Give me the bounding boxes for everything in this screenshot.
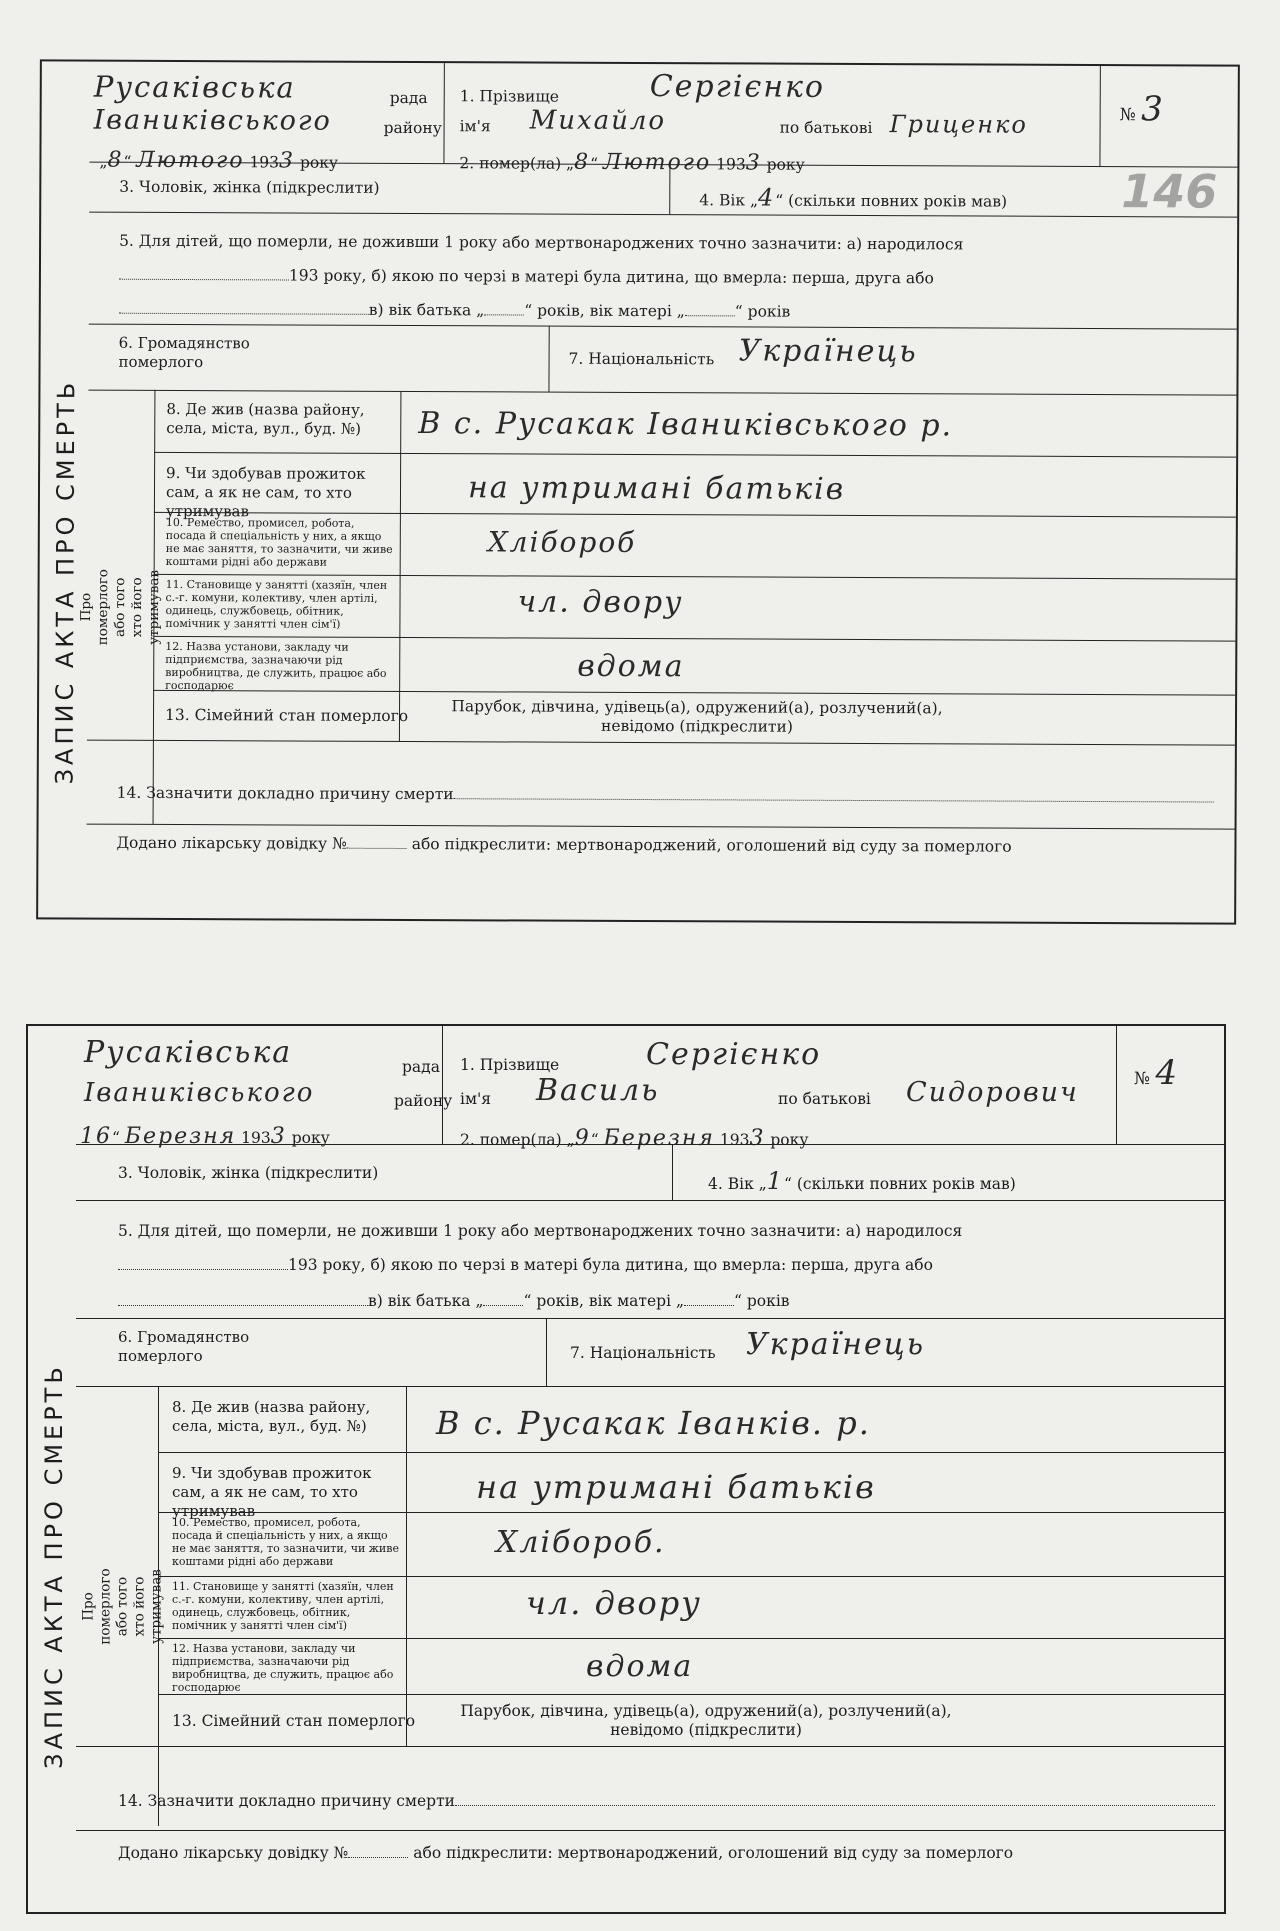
sex-label: 3. Чоловік, жінка (підкреслити) (118, 1164, 379, 1182)
question-13: 13. Сімейний стан померлого (172, 1712, 416, 1730)
patronymic-label: по батькові (779, 118, 873, 138)
council-label: рада (402, 1058, 440, 1076)
children-line-2: 193 року, б) якою по черзі в матері була дитина, що вмерла: перша, друга або (119, 266, 934, 289)
stamp-number: 146 (1121, 164, 1218, 219)
question-8: 8. Де жив (назва району, села, міста, вул., буд. №) (172, 1398, 371, 1435)
surname-value: Сергієнко (649, 69, 826, 105)
citizenship-label: 6. Громадянство померлого (118, 333, 250, 372)
death-record-1 (36, 59, 1240, 924)
patronymic-value: Сидорович (906, 1077, 1079, 1108)
death-date: 2. помер(ла) „8“ Лютого 1933 року (459, 149, 805, 176)
council-name: Русаківська (93, 69, 296, 105)
council-label: рада (389, 88, 428, 108)
surname-label: 1. Прізвище (459, 87, 559, 106)
death-date: 2. помер(ла) „9“ Березня 1933 року (460, 1126, 809, 1151)
question-11: 11. Становище у занятті (хазяїн, член с.-г. комуни, колективу, член артілі, одинець, службовець, обітник, помічник у занятті член сім'ї) (172, 1580, 394, 1632)
age-field: 4. Вік „1“ (скільки повних років мав) (708, 1167, 1016, 1195)
death-record-2 (26, 1024, 1226, 1914)
record-form (76, 1026, 1224, 1912)
patronymic-label: по батькові (778, 1090, 871, 1108)
question-9: 9. Чи здобував прожиток сам, а як не сам, то хто утримував (165, 463, 366, 521)
question-10: 10. Ремество, промисел, робота, посада й спеціальність у них, а якщо не має заняття, то зазначити, чи живе коштами рідні або держави (165, 515, 393, 569)
question-12: 12. Назва установи, закладу чи підприємства, зазначаючи рід виробництва, де служить, працює або господарює (165, 639, 387, 693)
children-line-1: 5. Для дітей, що померли, не доживши 1 року або мертвонароджених точно зазначити: а) народилося (119, 231, 964, 254)
answer-9: на утримані батьків (467, 470, 846, 507)
question-13: 13. Сімейний стан померлого (164, 705, 409, 725)
record-date: „8“ Лютого 1933 року (99, 147, 339, 174)
question-11: 11. Становище у занятті (хазяїн, член с.-г. комуни, колективу, член артілі, одинець, службовець, обітник, помічник у занятті член сім'ї) (165, 577, 388, 631)
answer-12: вдома (577, 648, 685, 685)
answer-8: В с. Русакак Іваниківського р. (418, 406, 954, 444)
district-label: району (394, 1092, 453, 1110)
question-9: 9. Чи здобував прожиток сам, а як не сам, то хто утримував (172, 1464, 372, 1520)
patronymic-value: Гриценко (889, 110, 1028, 139)
nationality-value: Українець (738, 333, 918, 370)
nationality-label: 7. Національність (570, 1344, 716, 1362)
record-date: 16“ Березня 1933 року (80, 1124, 330, 1149)
surname-value: Сергієнко (646, 1037, 822, 1072)
name-value: Василь (536, 1073, 660, 1108)
record-form (77, 62, 1238, 923)
answer-10: Хлібороб (487, 525, 637, 559)
council-name: Русаківська (84, 1035, 293, 1070)
side-title: ЗАПИС АКТА ПРО СМЕРТЬ (40, 1363, 68, 1769)
question-14: 14. Зазначити докладно причину смерти (118, 1792, 1215, 1811)
children-line-1: 5. Для дітей, що померли, не доживши 1 року або мертвонароджених точно зазначити: а) народилося (118, 1222, 963, 1240)
side-group-label: Про померлого або того хто його утримував (80, 1567, 165, 1645)
answer-13: Парубок, дівчина, удівець(а), одружений(а), розлучений(а), невідомо (підкреслити) (460, 1702, 952, 1739)
answer-13: Парубок, дівчина, удівець(а), одружений(а), розлучений(а), невідомо (підкреслити) (451, 697, 943, 736)
surname-label: 1. Прізвище (460, 1056, 560, 1074)
sex-label: 3. Чоловік, жінка (підкреслити) (119, 177, 380, 197)
name-label: ім'я (459, 117, 491, 136)
district-name: Іваниківського (93, 104, 332, 137)
record-number: № 4 (1134, 1053, 1180, 1093)
answer-10: Хлібороб. (496, 1525, 666, 1560)
answer-12: вдома (586, 1649, 694, 1684)
nationality-label: 7. Національність (568, 349, 715, 369)
question-12: 12. Назва установи, закладу чи підприємства, зазначаючи рід виробництва, де служить, працює або господарює (172, 1642, 394, 1694)
nationality-value: Українець (746, 1327, 926, 1362)
answer-9: на утримані батьків (476, 1468, 876, 1506)
side-title: ЗАПИС АКТА ПРО СМЕРТЬ (50, 378, 81, 785)
name-label: ім'я (460, 1090, 492, 1108)
citizenship-label: 6. Громадянство померлого (118, 1328, 250, 1365)
answer-8: В с. Русакак Іванків. р. (436, 1404, 871, 1442)
children-line-3: в) вік батька „ “ років, вік матері „ “ років (118, 1292, 790, 1311)
answer-11: чл. двору (517, 584, 684, 621)
age-field: 4. Вік „4“ (скільки повних років мав) (699, 183, 1008, 212)
side-group-label: Про померлого або того хто його утримував (77, 568, 163, 645)
footer-note: Додано лікарську довідку № або підкреслити: мертвонароджений, оголошений від суду за померлого (118, 1844, 1014, 1862)
question-10: 10. Ремество, промисел, робота, посада й спеціальність у них, а якщо не має заняття, то зазначити, чи живе коштами рідні або держави (172, 1516, 399, 1568)
answer-11: чл. двору (526, 1584, 702, 1622)
footer-note: Додано лікарську довідку № або підкреслити: мертвонароджений, оголошений від суду за померлого (116, 833, 1012, 856)
question-8: 8. Де жив (назва району, села, міста, вул., буд. №) (166, 399, 365, 438)
children-line-2: 193 року, б) якою по черзі в матері була дитина, що вмерла: перша, друга або (118, 1256, 933, 1275)
children-line-3: в) вік батька „ “ років, вік матері „ “ років (119, 300, 791, 322)
question-14: 14. Зазначити докладно причину смерти (117, 784, 1214, 808)
name-value: Михайло (529, 105, 667, 137)
district-label: району (383, 118, 442, 138)
record-number: № 3 (1119, 89, 1165, 130)
district-name: Іваниківського (84, 1078, 315, 1108)
